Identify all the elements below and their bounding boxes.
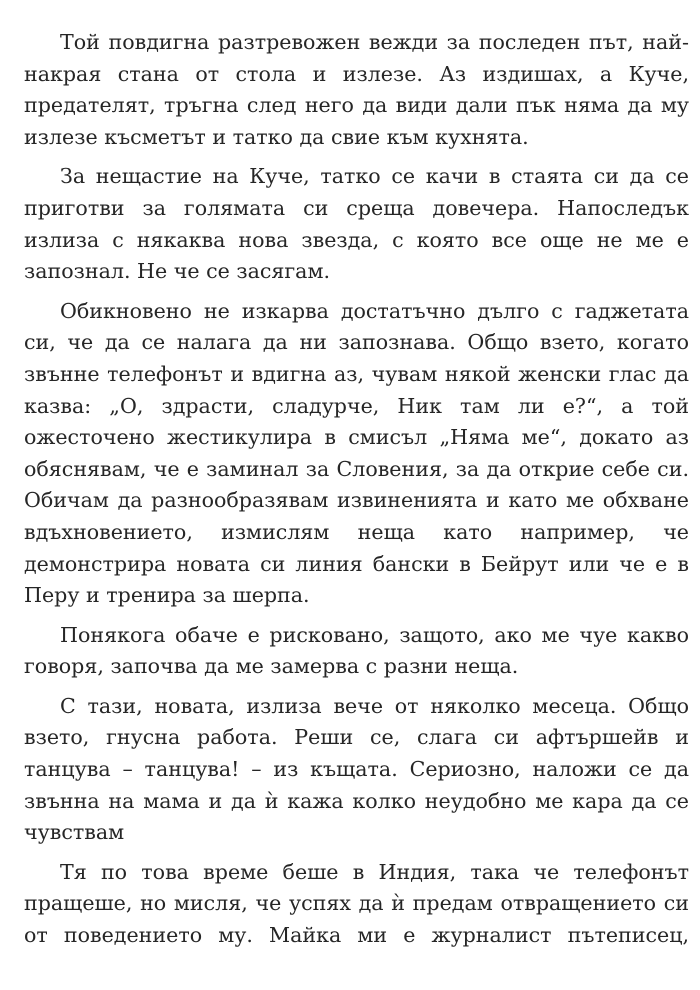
paragraph: Обикновено не изкарва достатъчно дълго с гаджетата си, че да се налага да ни запознава. Общо взето, когато звънне телефонът и вдигна аз, чувам някой женски глас да казва: „О, здрасти, сладурче, Ник там ли е?“, а той ожесточено жестикулира в смисъл „Няма ме“, докато аз обяснявам, че е заминал за Словения, за да открие себе си. Обичам да разнообразявам извиненията и като ме обхване вдъхновението, измислям неща като например, че демонстрира новата си линия бански в Бейрут или че е в Перу и тренира за шерпа. [24,298,689,608]
paragraph: Понякога обаче е рисковано, защото, ако ме чуе какво говоря, започва да ме замерва с разни неща. [24,622,689,679]
document-page [24,27,689,960]
paragraph: Той повдигна разтревожен вежди за последен път, най-накрая стана от стола и излезе. Аз издишах, а Куче, предателят, тръгна след него да види дали пък няма да му излезе късметът и татко да свие към кухнята. [24,30,689,149]
paragraph: С тази, новата, излиза вече от няколко месеца. Общо взето, гнусна работа. Реши се, слага си афтършейв и танцува – танцува! – из къщата. Сериозно, наложи се да звънна на мама и да ѝ кажа колко неудобно ме кара да се чувствам [24,693,689,845]
paragraph: За нещастие на Куче, татко се качи в стаята си да се приготви за голямата си среща довечера. Напоследък излиза с някаква нова звезда, с която все още не ме е запознал. Не че се засягам. [24,164,689,284]
paragraph: Тя по това време беше в Индия, така че телефонът пращеше, но мисля, че успях да ѝ предам отвращението си от поведението му. Майка ми е журналист пътеписец, [24,859,689,948]
